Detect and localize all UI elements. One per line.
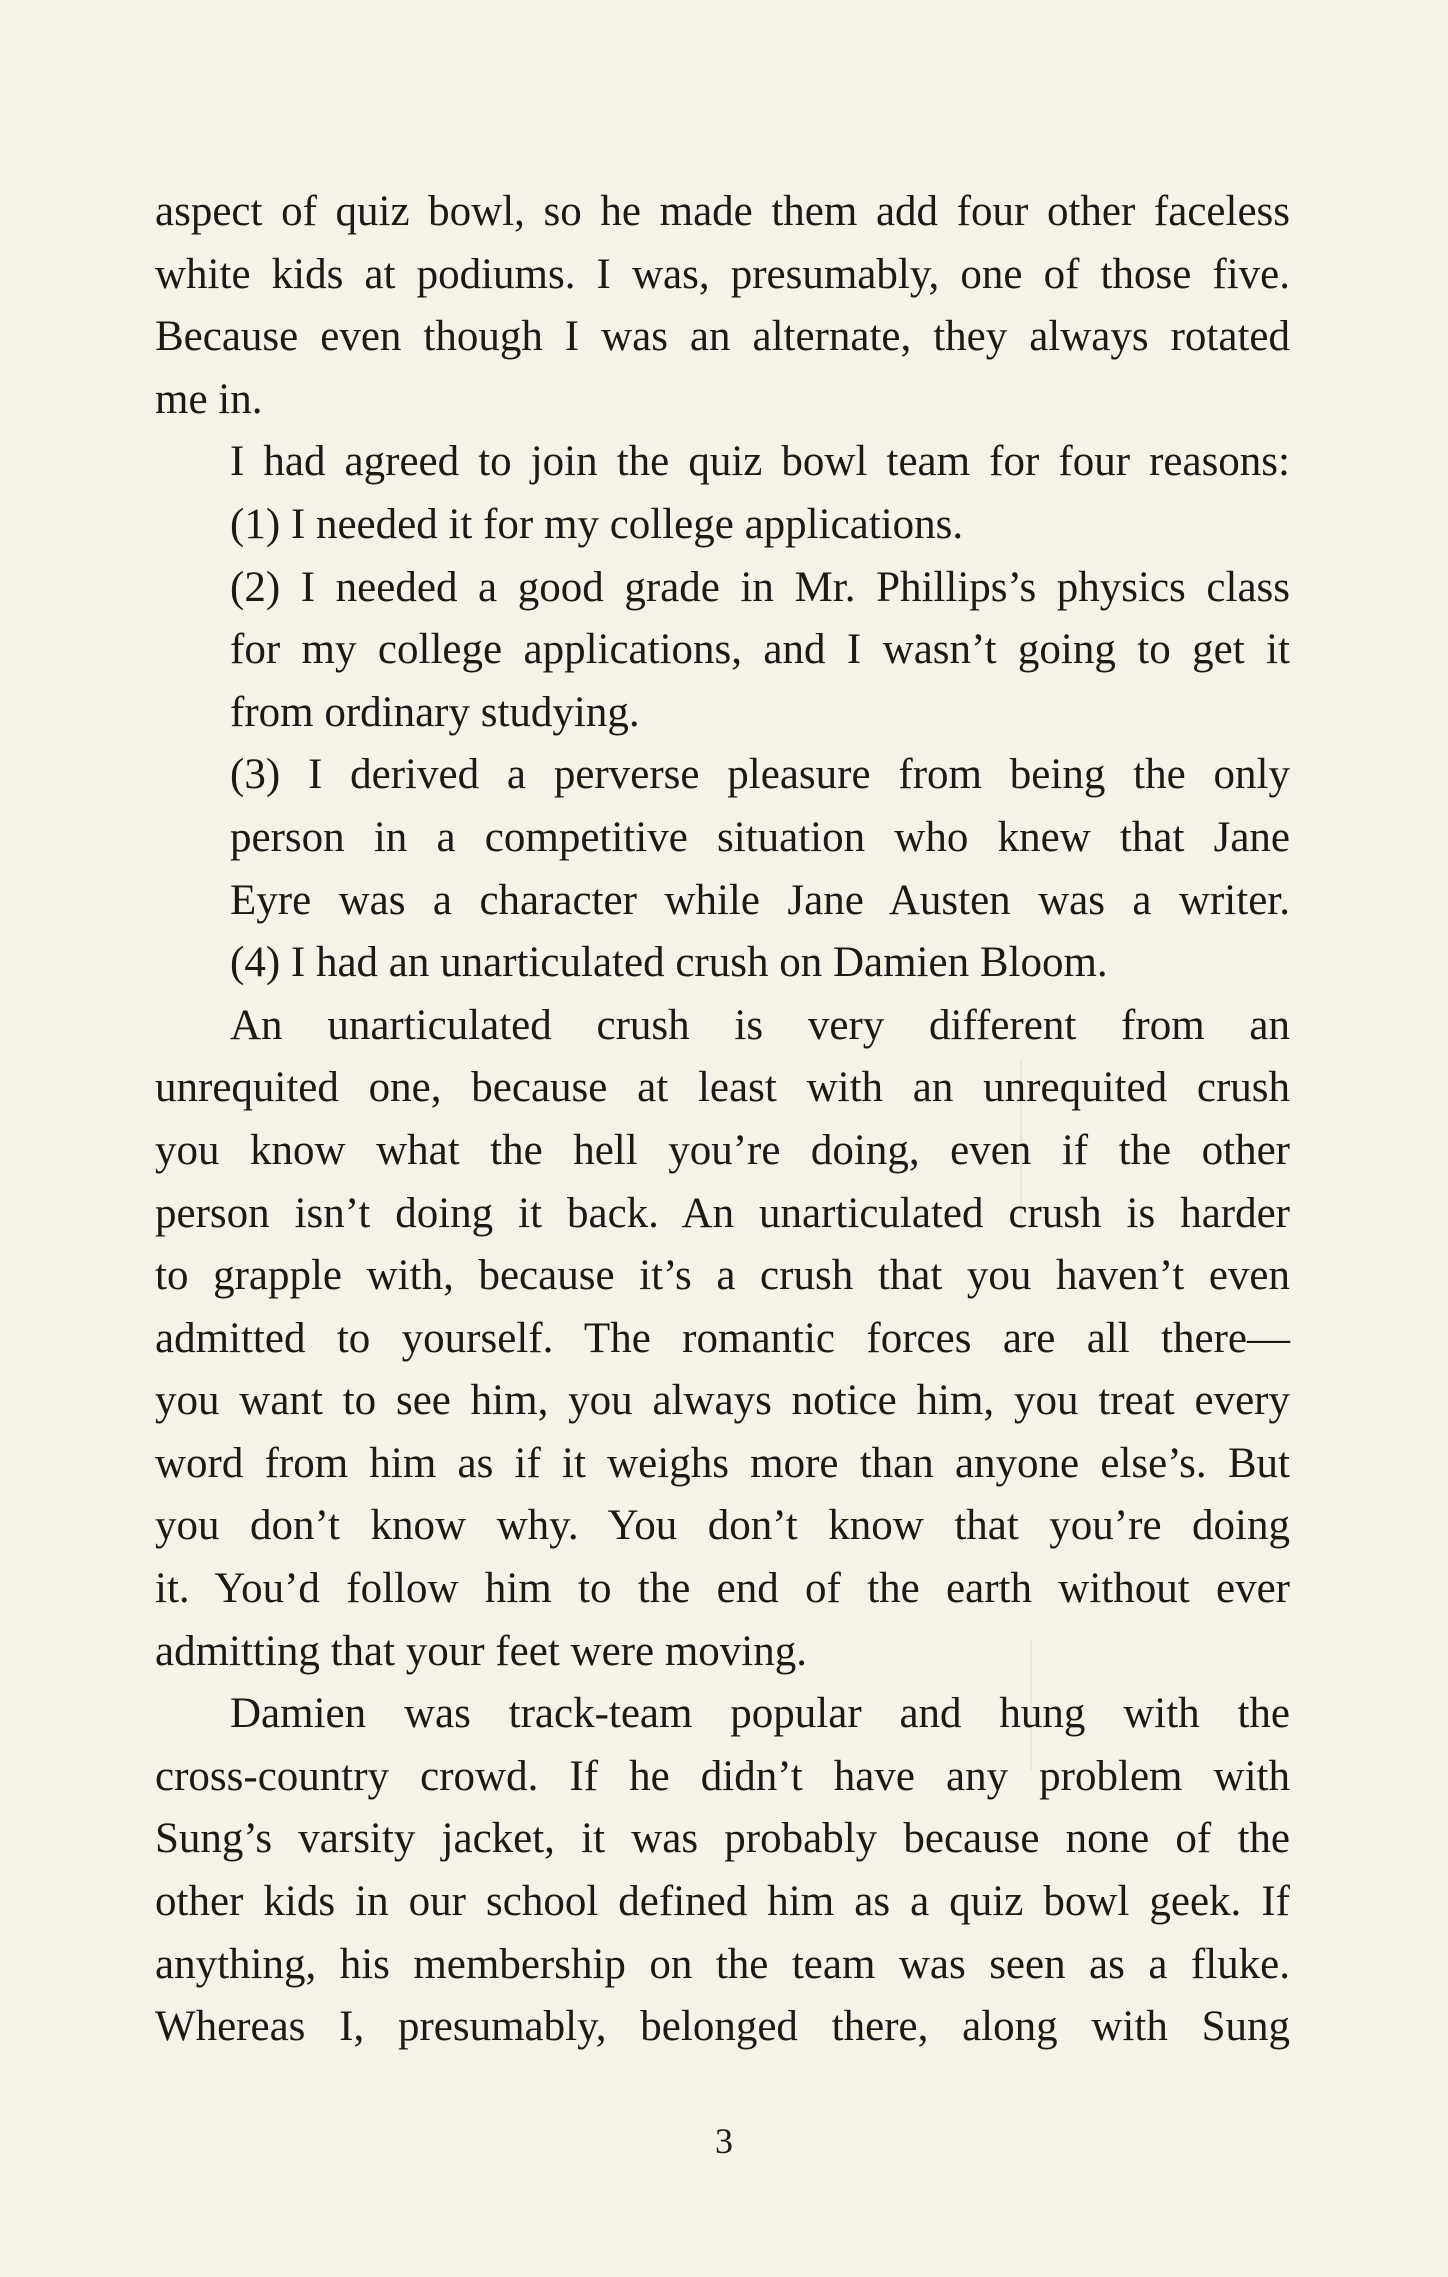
- text-line: Damien was track-team popular and hung with the: [230, 1690, 1290, 1738]
- text-line: other kids in our school defined him as a quiz bowl geek. If: [155, 1878, 1290, 1926]
- text-line: admitting that your feet were moving.: [155, 1627, 807, 1675]
- text-line: Because even though I was an alternate, they always rotated: [155, 313, 1290, 361]
- text-line: admitted to yourself. The romantic forces are all there—: [155, 1314, 1290, 1362]
- list-item: (1) I needed it for my college applications.: [230, 500, 964, 548]
- text-line: you know what the hell you’re doing, even if the other: [155, 1126, 1290, 1174]
- text-line: it. You’d follow him to the end of the earth without ever: [155, 1565, 1290, 1613]
- list-item: (4) I had an unarticulated crush on Damien Bloom.: [230, 939, 1108, 987]
- text-line: anything, his membership on the team was seen as a fluke.: [155, 1940, 1290, 1988]
- page-number: 3: [715, 2121, 733, 2161]
- list-item: (3) I derived a perverse pleasure from being the only: [230, 751, 1290, 799]
- text-line: An unarticulated crush is very different from an: [230, 1001, 1290, 1049]
- text-line: you want to see him, you always notice him, you treat every: [155, 1377, 1290, 1425]
- text-line: person isn’t doing it back. An unarticulated crush is harder: [155, 1189, 1290, 1237]
- list-item: (2) I needed a good grade in Mr. Phillips’s physics class: [230, 563, 1290, 611]
- text-line: I had agreed to join the quiz bowl team for four reasons:: [230, 438, 1290, 486]
- text-line: Eyre was a character while Jane Austen was a writer.: [230, 876, 1290, 924]
- text-line: word from him as if it weighs more than anyone else’s. But: [155, 1439, 1290, 1487]
- text-line: from ordinary studying.: [230, 688, 640, 736]
- text-line: cross-country crowd. If he didn’t have any problem with: [155, 1752, 1290, 1800]
- body-text: [155, 181, 1290, 2059]
- text-line: person in a competitive situation who knew that Jane: [230, 813, 1290, 861]
- text-line: for my college applications, and I wasn’t going to get it: [230, 626, 1290, 674]
- text-line: you don’t know why. You don’t know that you’re doing: [155, 1502, 1290, 1550]
- text-line: me in.: [155, 375, 263, 423]
- text-line: white kids at podiums. I was, presumably, one of those five.: [155, 250, 1290, 298]
- text-line: Whereas I, presumably, belonged there, along with Sung: [155, 2003, 1290, 2051]
- text-line: Sung’s varsity jacket, it was probably because none of the: [155, 1815, 1290, 1863]
- text-line: aspect of quiz bowl, so he made them add four other faceless: [155, 188, 1290, 235]
- text-line: unrequited one, because at least with an unrequited crush: [155, 1064, 1290, 1112]
- text-line: to grapple with, because it’s a crush that you haven’t even: [155, 1252, 1290, 1300]
